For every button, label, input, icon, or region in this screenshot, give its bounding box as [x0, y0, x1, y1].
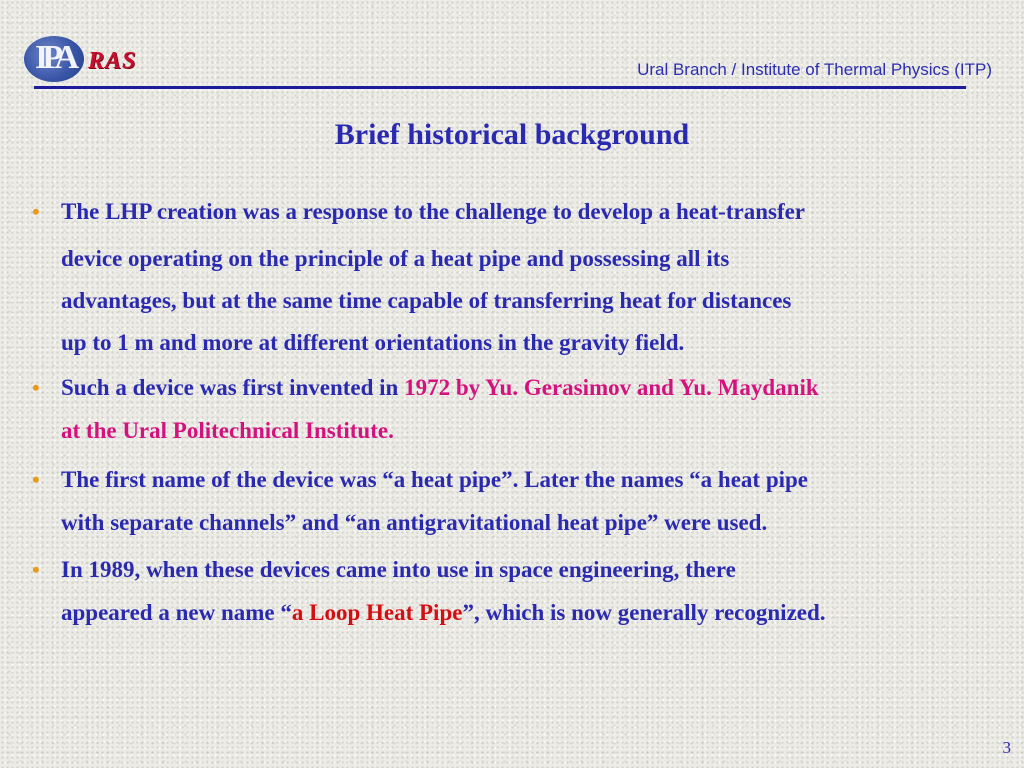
header-divider: [34, 86, 966, 89]
bullet-item-3: [32, 458, 1012, 544]
ras-logo: [24, 34, 154, 84]
bullet-3-line-1: The first name of the device was “a heat pipe”. Later the names “a heat pipe: [61, 467, 809, 492]
bullet-icon: •: [32, 557, 40, 582]
bullet-icon: •: [32, 199, 40, 224]
bullet-4-line-1: In 1989, when these devices came into use in space engineering, there: [61, 557, 736, 582]
bullet-2-text: Such a device was first invented in: [61, 375, 405, 400]
bullet-1-line-2: device operating on the principle of a heat pipe and possessing all its: [61, 246, 730, 271]
bullet-4-highlight: a Loop Heat Pipe: [291, 600, 463, 625]
bullet-4-line-2-before: appeared a new name “: [61, 600, 292, 625]
slide-title: Brief historical background: [334, 118, 690, 151]
bullet-1-line-1: The LHP creation was a response to the challenge to develop a heat-transfer: [61, 199, 806, 224]
bullet-2-highlight-1: 1972 by Yu. Gerasimov and Yu. Maydanik: [404, 375, 819, 400]
bullet-4-line-2-after: ”, which is now generally recognized.: [462, 600, 826, 625]
bullet-item-1: [32, 190, 1012, 364]
bullet-1-line-3: advantages, but at the same time capable of transferring heat for distances: [61, 288, 792, 313]
bullet-3-line-2: with separate channels” and “an antigravitational heat pipe” were used.: [61, 510, 768, 535]
bullet-icon: •: [32, 375, 40, 400]
logo-text: RAS: [88, 48, 137, 74]
bullet-item-4: [32, 548, 1012, 634]
header-organization: Ural Branch / Institute of Thermal Physics (ITP): [637, 60, 992, 79]
bullet-icon: •: [32, 467, 40, 492]
bullet-item-2: [32, 366, 1012, 452]
page-number: 3: [1002, 738, 1011, 757]
logo-monogram: IPA: [34, 39, 74, 76]
bullet-list: [32, 190, 1012, 634]
bullet-2-highlight-2: at the Ural Politechnical Institute.: [61, 418, 394, 443]
bullet-1-line-4: up to 1 m and more at different orientations in the gravity field.: [61, 330, 685, 355]
